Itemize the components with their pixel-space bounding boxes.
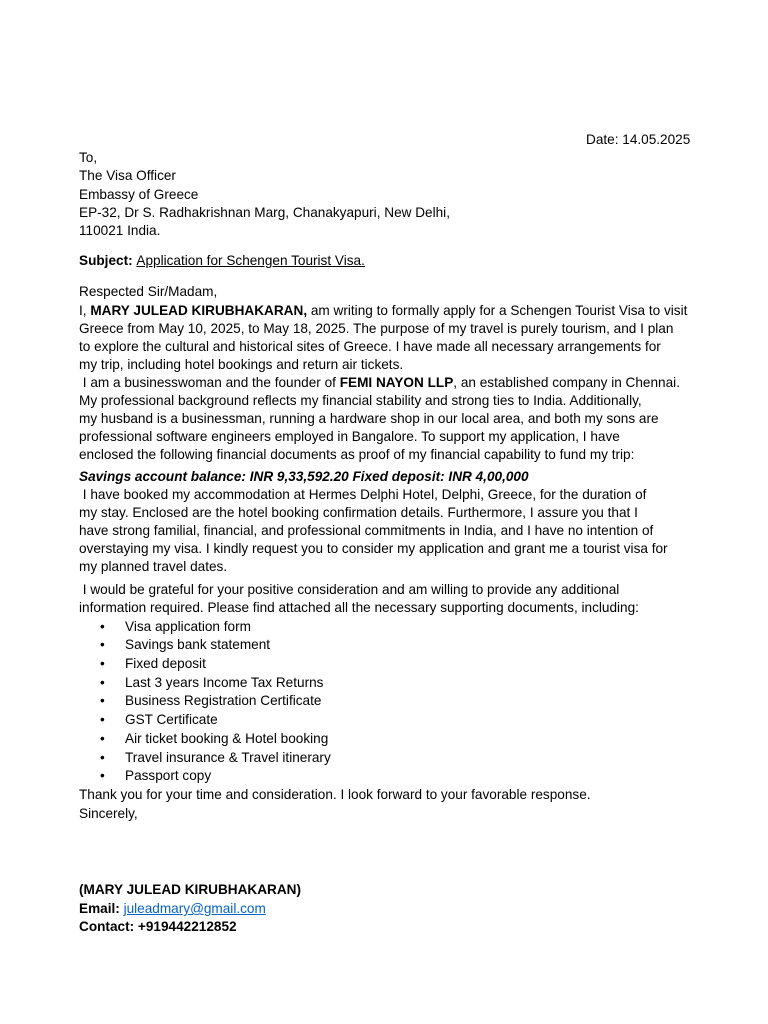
para2-line-2: My professional background reflects my financial stability and strong ties to India. Additionally, (79, 393, 642, 408)
list-item (100, 730, 328, 748)
para2-line-1 (79, 374, 680, 392)
list-item-label: Passport copy (125, 768, 212, 783)
list-item-label: Business Registration Certificate (125, 693, 322, 708)
para3-line-1: I have booked my accommodation at Hermes Delphi Hotel, Delphi, Greece, for the duration of (79, 487, 647, 502)
signature-name: (MARY JULEAD KIRUBHAKARAN) (79, 882, 302, 897)
list-item-label: Air ticket booking & Hotel booking (125, 731, 329, 746)
para2-suffix: , an established company in Chennai. (453, 375, 680, 390)
address-line-4: 110021 India. (79, 223, 161, 238)
applicant-name-inline: MARY JULEAD KIRUBHAKARAN, (90, 303, 308, 318)
finance-details: Savings account balance: INR 9,33,592.20 Fixed deposit: INR 4,00,000 (79, 469, 529, 484)
subject-line (79, 252, 365, 270)
para4-line-1: I would be grateful for your positive consideration and am willing to provide any additional (79, 582, 620, 597)
bullet-icon: • (100, 731, 105, 746)
bullet-icon: • (100, 712, 105, 727)
bullet-icon: • (100, 637, 105, 652)
bullet-icon: • (100, 693, 105, 708)
list-item-label: GST Certificate (125, 712, 218, 727)
para3-line-2: my stay. Enclosed are the hotel booking confirmation details. Furthermore, I assure you that I (79, 505, 638, 520)
para3-line-3: have strong familial, financial, and professional commitments in India, and I have no intention of (79, 523, 654, 538)
bullet-icon: • (100, 619, 105, 634)
signature-email (79, 900, 266, 918)
list-item-label: Visa application form (125, 619, 251, 634)
bullet-icon: • (100, 656, 105, 671)
para1-suffix: am writing to formally apply for a Schengen Tourist Visa to visit (307, 303, 688, 318)
list-item (100, 618, 251, 636)
bullet-icon: • (100, 675, 105, 690)
para1-prefix: I, (79, 303, 91, 318)
list-item-label: Travel insurance & Travel itinerary (125, 750, 331, 765)
subject-label: Subject: (79, 253, 137, 268)
company-name: FEMI NAYON LLP (339, 375, 454, 390)
para1-line-3: to explore the cultural and historical sites of Greece. I have made all necessary arrangements for (79, 339, 661, 354)
para2-line-5: enclosed the following financial documents as proof of my financial capability to fund my trip: (79, 447, 635, 462)
list-item (100, 655, 206, 673)
para1-line-2: Greece from May 10, 2025, to May 18, 2025. The purpose of my travel is purely tourism, and I plan (79, 321, 674, 336)
closing-thanks: Thank you for your time and consideration. I look forward to your favorable response. (79, 787, 591, 802)
list-item-label: Fixed deposit (125, 656, 206, 671)
salutation: Respected Sir/Madam, (79, 284, 218, 299)
closing-sincerely: Sincerely, (79, 806, 138, 821)
list-item-label: Savings bank statement (125, 637, 271, 652)
para3-line-5: my planned travel dates. (79, 559, 228, 574)
para1-line-4: my trip, including hotel bookings and return air tickets. (79, 357, 404, 372)
para1-line-1 (79, 302, 687, 320)
subject-text: Application for Schengen Tourist Visa. (136, 253, 365, 268)
list-item (100, 692, 321, 710)
bullet-icon: • (100, 768, 105, 783)
bullet-icon: • (100, 750, 105, 765)
para2-line-3: my husband is a businessman, running a hardware shop in our local area, and both my sons are (79, 411, 659, 426)
address-line-3: EP-32, Dr S. Radhakrishnan Marg, Chanakyapuri, New Delhi, (79, 205, 450, 220)
email-link[interactable]: juleadmary@gmail.com (123, 901, 266, 916)
signature-contact: Contact: +919442212852 (79, 919, 237, 934)
para2-prefix: I am a businesswoman and the founder of (79, 375, 340, 390)
list-item (100, 749, 331, 767)
address-to: To, (79, 150, 98, 165)
address-line-2: Embassy of Greece (79, 187, 199, 202)
list-item (100, 636, 270, 654)
para4-line-2: information required. Please find attached all the necessary supporting documents, including: (79, 600, 639, 615)
para2-line-4: professional software engineers employed in Bangalore. To support my application, I have (79, 429, 620, 444)
para3-line-4: overstaying my visa. I kindly request you to consider my application and grant me a tourist visa for (79, 541, 668, 556)
list-item-label: Last 3 years Income Tax Returns (125, 675, 324, 690)
email-label: Email: (79, 901, 124, 916)
list-item (100, 711, 218, 729)
list-item (100, 767, 211, 785)
letter-date: Date: 14.05.2025 (586, 132, 691, 147)
list-item (100, 674, 323, 692)
address-line-1: The Visa Officer (79, 168, 176, 183)
